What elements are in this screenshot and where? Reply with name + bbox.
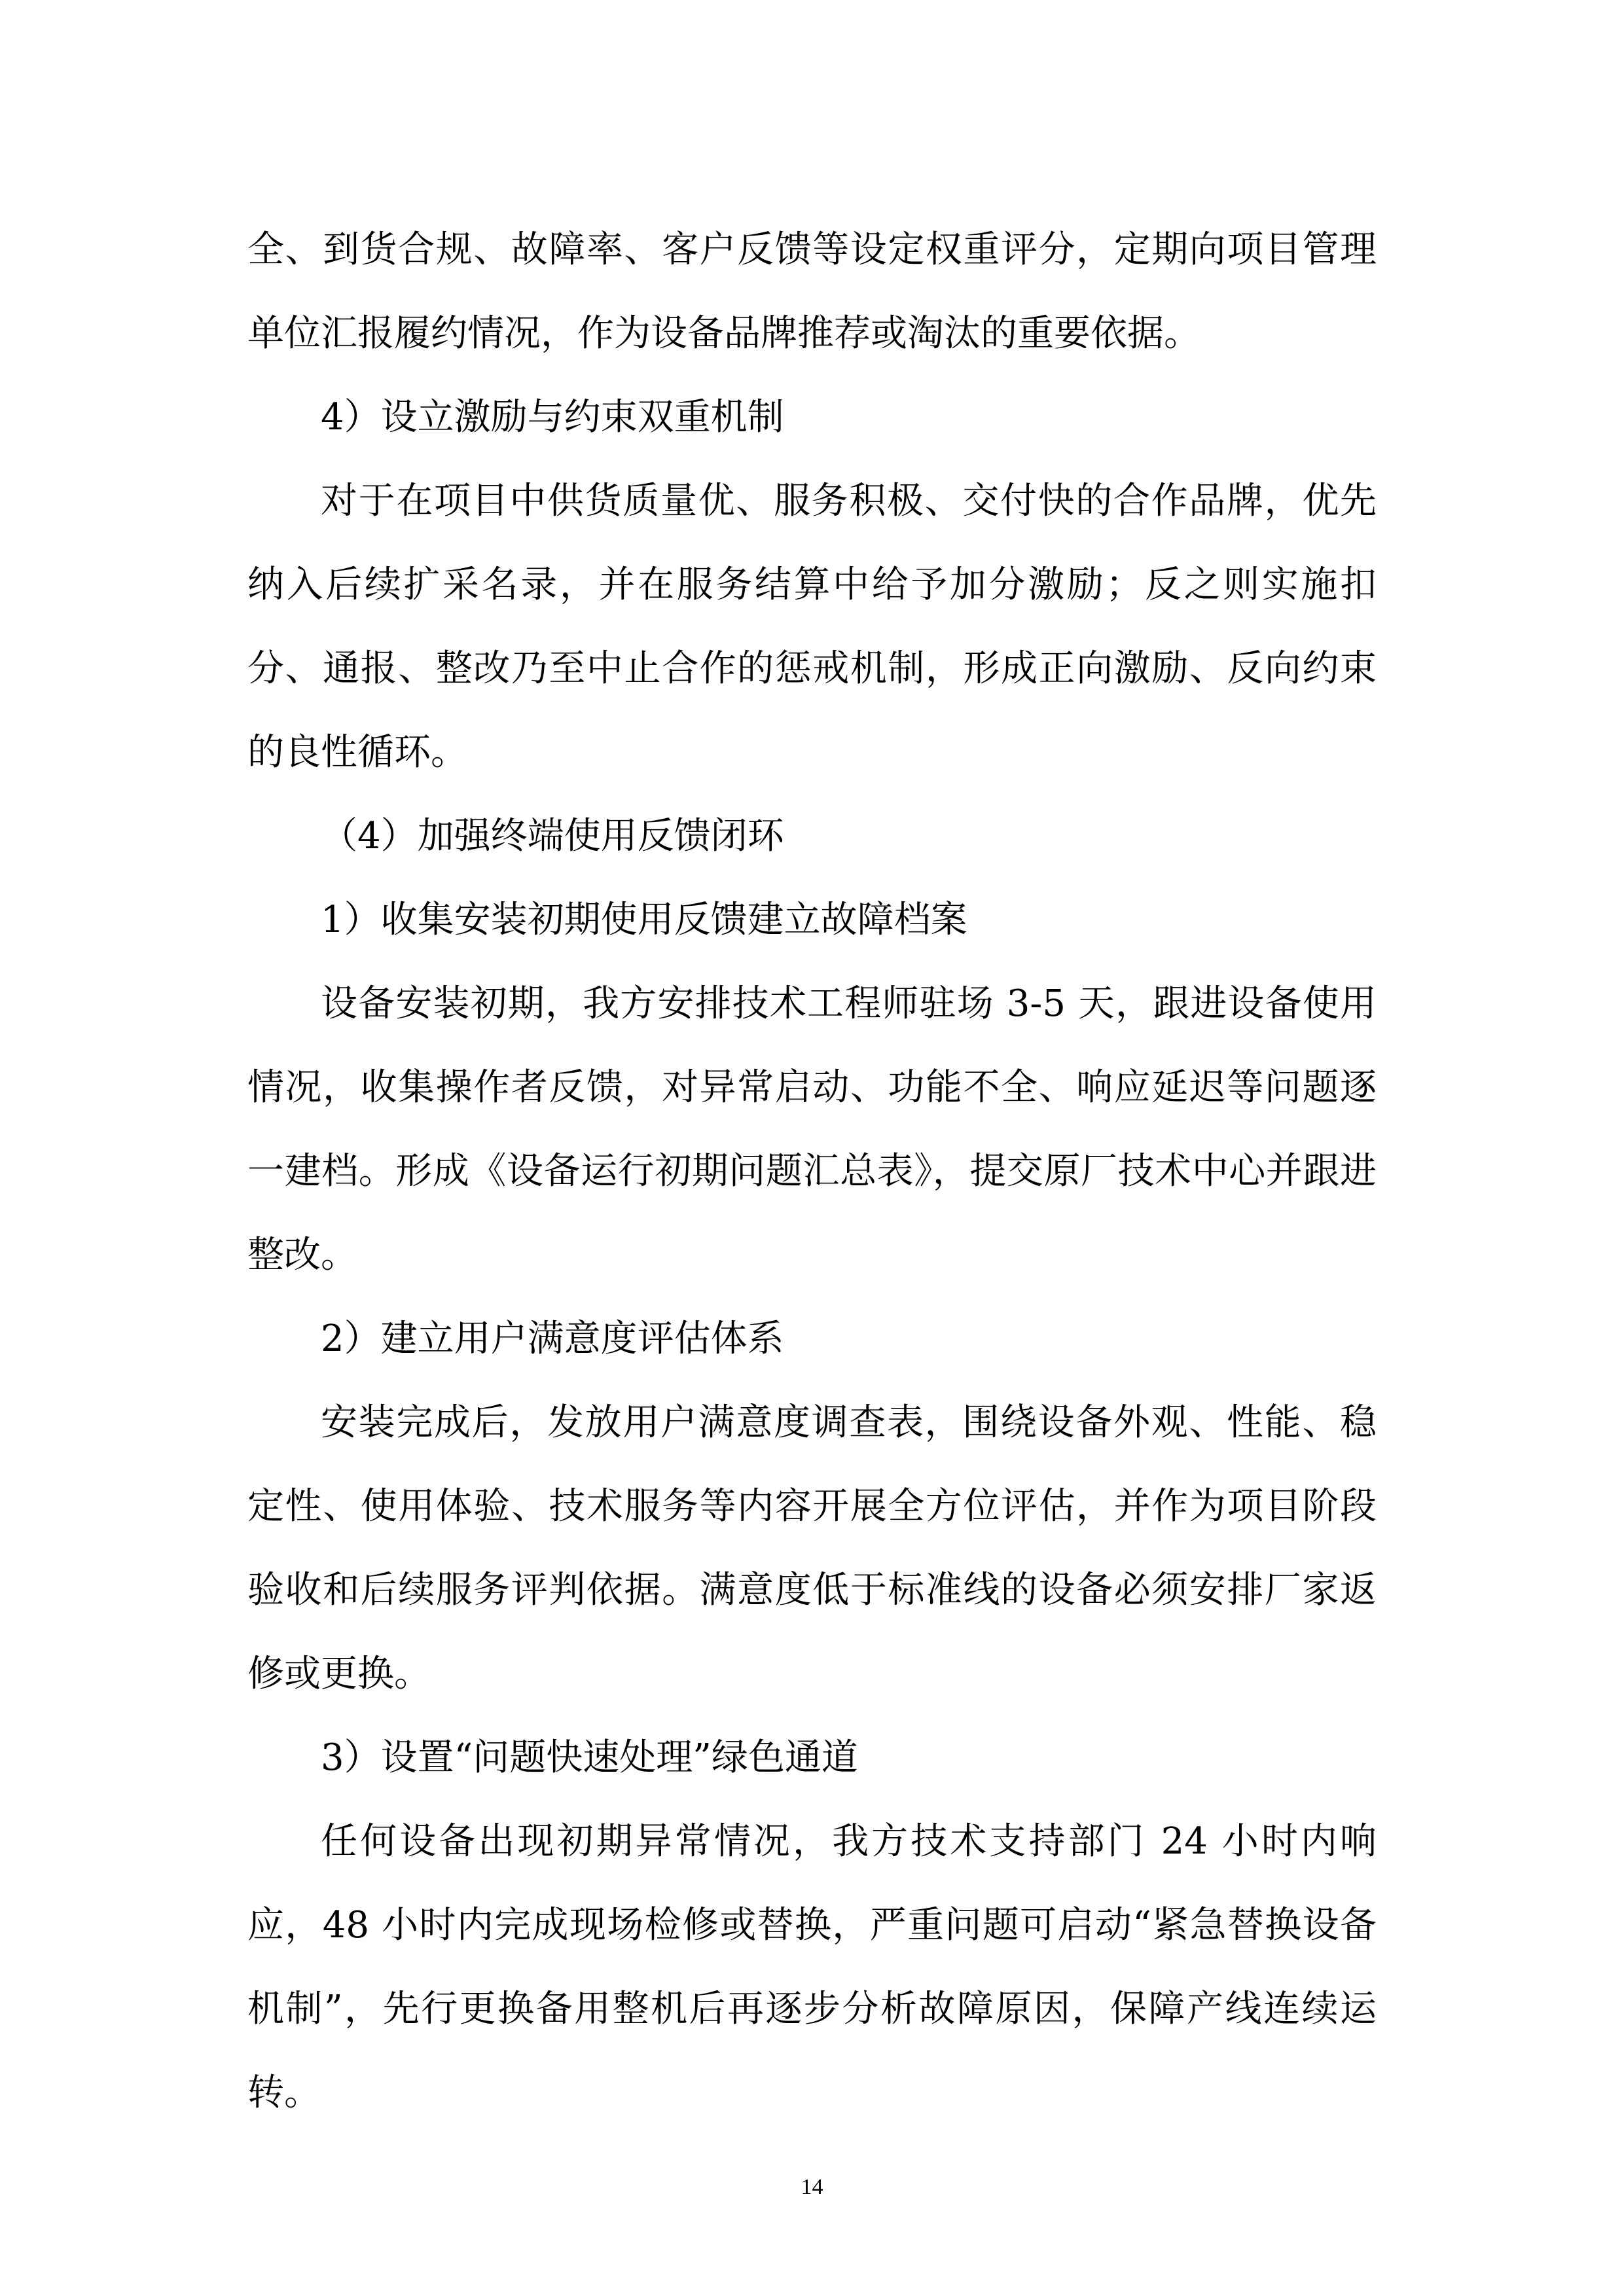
- paragraph-green-channel: 任何设备出现初期异常情况，我方技术支持部门 24 小时内响应，48 小时内完成现场检修或替换，严重问题可启动“紧急替换设备机制”，先行更换备用整机后再逐步分析故障原因，保障产线连续运转。: [247, 1820, 1377, 2114]
- page-number: 14: [801, 2175, 823, 2199]
- heading-fault-archive: 1）收集安装初期使用反馈建立故障档案: [321, 899, 967, 941]
- heading-green-channel: 3）设置“问题快速处理”绿色通道: [321, 1736, 858, 1779]
- section-heading-feedback-loop: （4）加强终端使用反馈闭环: [321, 815, 784, 857]
- paragraph-satisfaction-system: 安装完成后，发放用户满意度调查表，围绕设备外观、性能、稳定性、使用体验、技术服务等内容开展全方位评估，并作为项目阶段验收和后续服务评判依据。满意度低于标准线的设备必须安排厂家返修或更换。: [247, 1401, 1377, 1695]
- page-body: [247, 208, 1377, 2135]
- heading-incentive-constraint: 4）设立激励与约束双重机制: [321, 396, 784, 439]
- paragraph-continuation: 全、到货合规、故障率、客户反馈等设定权重评分，定期向项目管理单位汇报履约情况，作为设备品牌推荐或淘汰的重要依据。: [247, 228, 1377, 355]
- paragraph-incentive-constraint: 对于在项目中供货质量优、服务积极、交付快的合作品牌，优先纳入后续扩采名录，并在服务结算中给予加分激励；反之则实施扣分、通报、整改乃至中止合作的惩戒机制，形成正向激励、反向约束的良性循环。: [247, 480, 1377, 774]
- paragraph-fault-archive: 设备安装初期，我方安排技术工程师驻场 3-5 天，跟进设备使用情况，收集操作者反馈，对异常启动、功能不全、响应延迟等问题逐一建档。形成《设备运行初期问题汇总表》，提交原厂技术中心并跟进整改。: [247, 982, 1377, 1276]
- heading-satisfaction-system: 2）建立用户满意度评估体系: [321, 1318, 784, 1360]
